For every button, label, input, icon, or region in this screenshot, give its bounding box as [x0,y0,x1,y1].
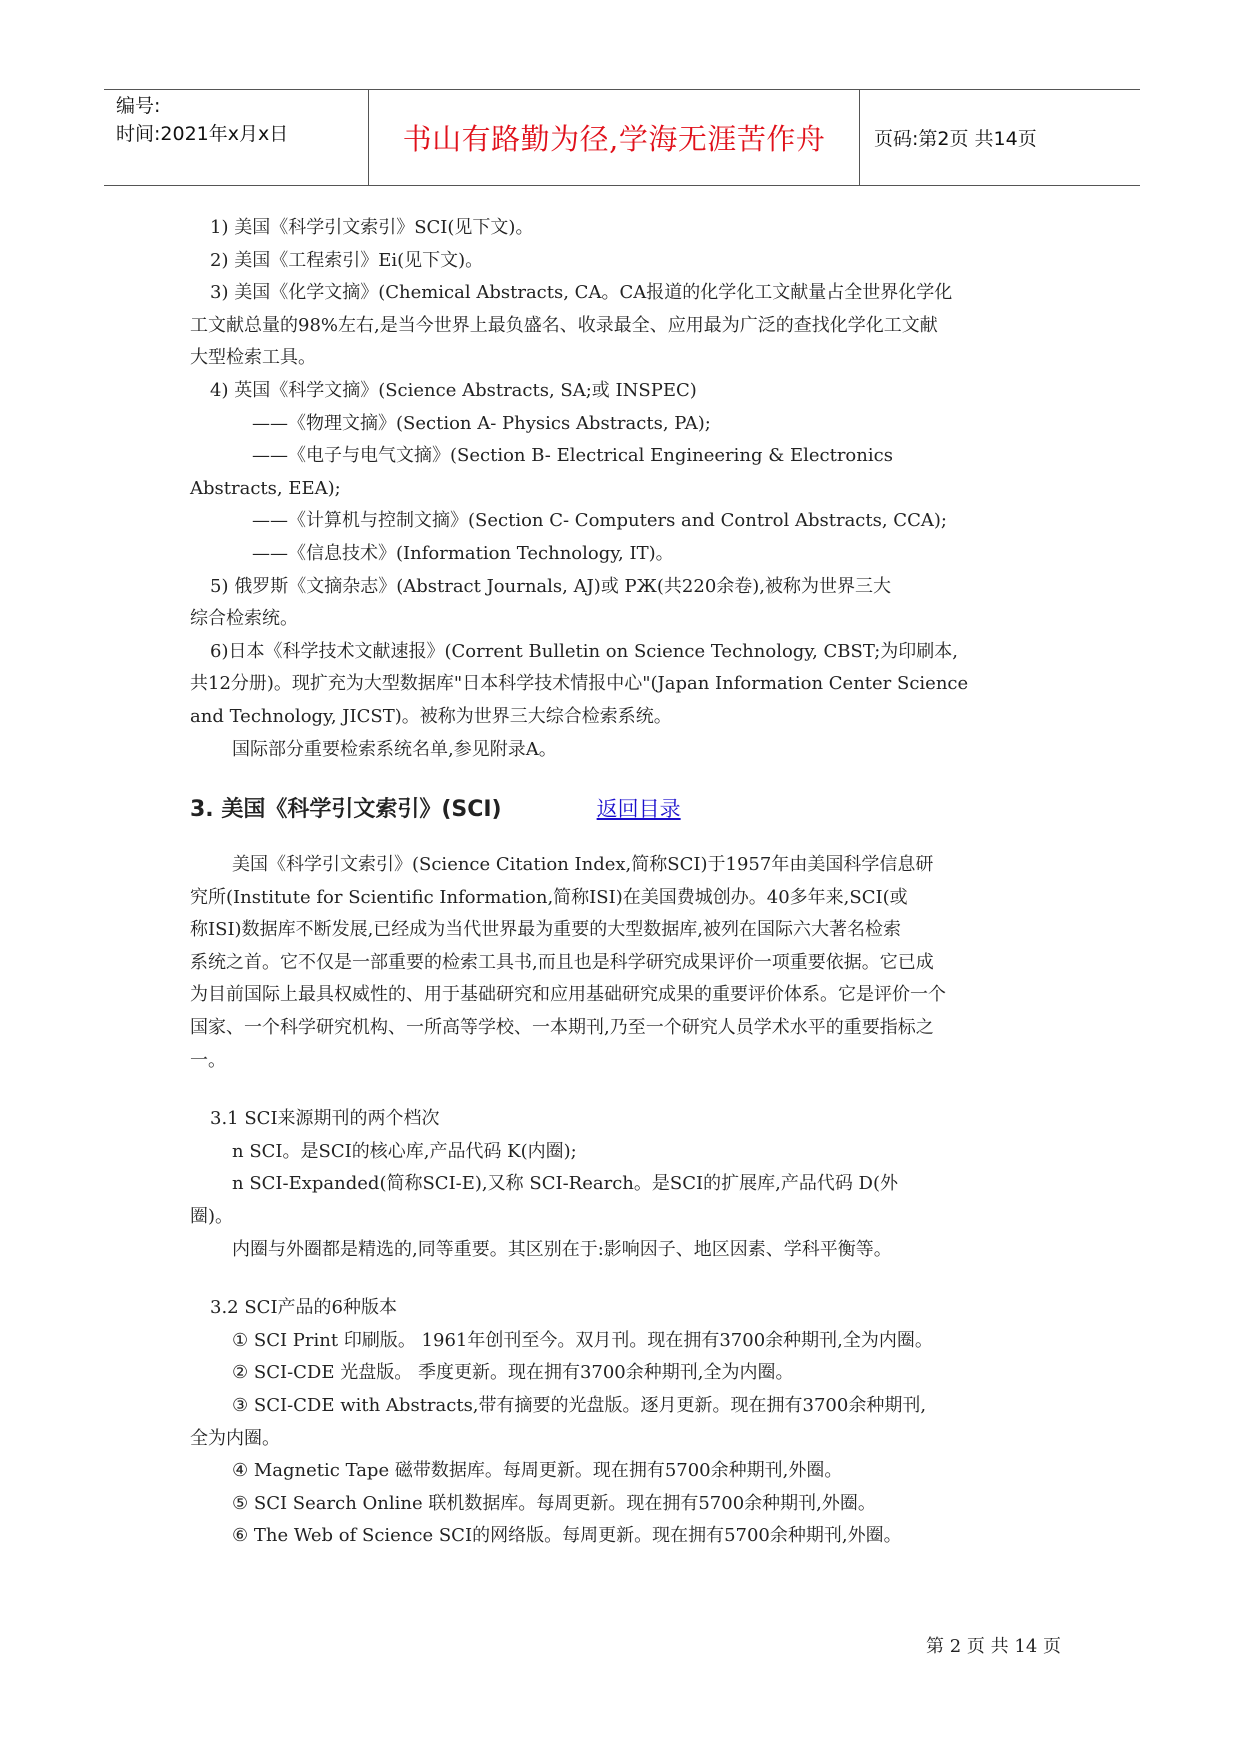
version-item-cont: 全为内圈。 [190,1427,280,1449]
paragraph-line: 称ISI)数据库不断发展,已经成为当代世界最为重要的大型数据库,被列在国际六大著名检索 [190,919,902,941]
paragraph-line: 美国《科学引文索引》(Science Citation Index,简称SCI)于1957年由美国科学信息研 [232,854,934,876]
header-time: 时间:2021年x月x日 [116,123,289,145]
version-item: ⑤ SCI Search Online 联机数据库。每周更新。现在拥有5700余种期刊,外圈。 [232,1492,876,1514]
paragraph-line: 究所(Institute for Scientific Information,简称ISI)在美国费城创办。40多年来,SCI(或 [190,886,908,908]
list-item-cont: 共12分册)。现扩充为大型数据库"日本科学技术情报中心"(Japan Information Center Science [190,673,969,695]
list-item-cont: 综合检索统。 [190,608,298,630]
subsection-title: 3.1 SCI来源期刊的两个档次 [210,1108,440,1130]
list-item-cont: 工文献总量的98%左右,是当今世界上最负盛名、收录最全、应用最为广泛的查找化学化工文献 [190,314,938,336]
sub-item: n SCI。是SCI的核心库,产品代码 K(内圈); [232,1140,577,1162]
sub-item: ——《电子与电气文摘》(Section B- Electrical Engineering & Electronics [252,445,893,467]
paragraph-line: 国家、一个科学研究机构、一所高等学校、一本期刊,乃至一个研究人员学术水平的重要指标之 [190,1017,934,1039]
header-page-cell [860,90,1140,185]
sub-item: ——《物理文摘》(Section A- Physics Abstracts, PA); [252,412,711,434]
list-item: 5) 俄罗斯《文摘杂志》(Abstract Journals, AJ)或 РЖ(共220余卷),被称为世界三大 [210,575,892,597]
version-item: ④ Magnetic Tape 磁带数据库。每周更新。现在拥有5700余种期刊,外圈。 [232,1460,843,1482]
version-item: ⑥ The Web of Science SCI的网络版。每周更新。现在拥有5700余种期刊,外圈。 [232,1525,902,1547]
appendix-note: 国际部分重要检索系统名单,参见附录A。 [232,738,557,760]
paragraph-line: 系统之首。它不仅是一部重要的检索工具书,而且也是科学研究成果评价一项重要依据。它已成 [190,951,934,973]
paragraph-line: 为目前国际上最具权威性的、用于基础研究和应用基础研究成果的重要评价体系。它是评价一个 [190,984,946,1006]
list-item: 2) 美国《工程索引》Ei(见下文)。 [210,249,484,271]
list-item-cont: and Technology, JICST)。被称为世界三大综合检索系统。 [190,705,672,727]
sub-item: 内圈与外圈都是精选的,同等重要。其区别在于:影响因子、地区因素、学科平衡等。 [232,1238,892,1260]
paragraph-line: 一。 [190,1049,226,1071]
page-footer: 第 2 页 共 14 页 [926,1636,1061,1657]
header-motto: 书山有路勤为径,学海无涯苦作舟 [402,122,826,156]
sub-item-cont: 圈)。 [190,1206,234,1228]
sub-item: ——《信息技术》(Information Technology, IT)。 [252,542,674,564]
version-item: ③ SCI-CDE with Abstracts,带有摘要的光盘版。逐月更新。现在拥有3700余种期刊, [232,1395,927,1416]
subsection-title: 3.2 SCI产品的6种版本 [210,1297,398,1319]
list-item: 6)日本《科学技术文献速报》(Corrent Bulletin on Science Technology, CBST;为印刷本, [210,640,959,662]
version-item: ② SCI-CDE 光盘版。 季度更新。现在拥有3700余种期刊,全为内圈。 [232,1362,794,1384]
list-item: 3) 美国《化学文摘》(Chemical Abstracts, CA。CA报道的化学化工文献量占全世界化学化 [210,282,953,304]
header-number: 编号: [116,95,161,117]
document-body [190,212,1060,1553]
list-item: 4) 英国《科学文摘》(Science Abstracts, SA;或 INSPEC) [210,379,697,401]
sub-item-cont: Abstracts, EEA); [190,477,341,499]
header-motto-cell [369,90,860,185]
list-item: 1) 美国《科学引文索引》SCI(见下文)。 [210,217,534,238]
header-meta [104,90,369,185]
section-title: 3. 美国《科学引文索引》(SCI) [190,797,502,823]
back-to-toc-link[interactable]: 返回目录 [596,796,681,821]
sub-item: ——《计算机与控制文摘》(Section C- Computers and Control Abstracts, CCA); [252,510,947,532]
list-item-cont: 大型检索工具。 [190,347,316,369]
header-page-number: 页码:第2页 共14页 [874,128,1037,150]
section-heading [190,792,1060,823]
page-header [104,89,1140,186]
version-item: ① SCI Print 印刷版。 1961年创刊至今。双月刊。现在拥有3700余种期刊,全为内圈。 [232,1329,933,1351]
sub-item: n SCI-Expanded(简称SCI-E),又称 SCI-Rearch。是SCI的扩展库,产品代码 D(外 [232,1173,898,1195]
